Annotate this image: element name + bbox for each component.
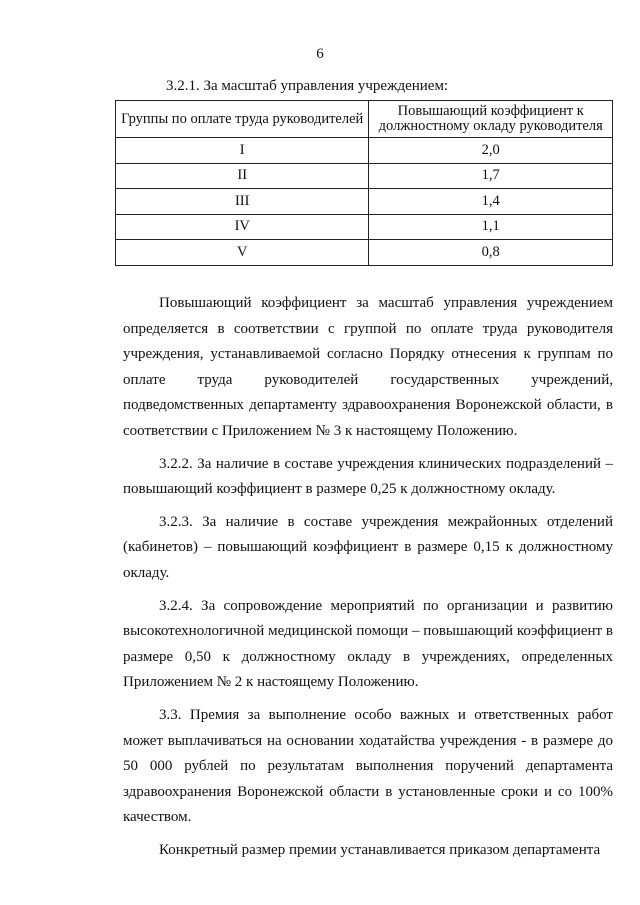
table-header xyxy=(116,101,613,138)
paragraph-3-2-4: 3.2.4. За сопровождение мероприятий по организации и развитию высокотехнологичной медицинской помощи – повышающий коэффициент в размере 0,50 к должностному окладу в учреждениях, определенных Приложением № 2 к настоящему Положению. xyxy=(123,597,613,691)
group-cell: II xyxy=(116,163,369,189)
page-number: 6 xyxy=(316,46,324,62)
table-row xyxy=(116,214,613,240)
paragraph-3-2-3: 3.2.3. За наличие в составе учреждения межрайонных отделений (кабинетов) – повышающий коэффициент в размере 0,15 к должностному окладу. xyxy=(123,513,613,581)
paragraph-3-2-2: 3.2.2. За наличие в составе учреждения клинических подразделений – повышающий коэффициент в размере 0,25 к должностному окладу. xyxy=(123,455,613,498)
coefficient-table xyxy=(115,100,613,266)
coefficient-cell: 1,7 xyxy=(369,163,613,189)
coefficient-cell: 0,8 xyxy=(369,240,613,266)
coefficient-cell: 1,1 xyxy=(369,214,613,240)
paragraph-3-3: 3.3. Премия за выполнение особо важных и ответственных работ может выплачиваться на основании ходатайства учреждения - в размере до 50 000 рублей по результатам выполнения поручений департамента здравоохранения Воронежской области в установленные сроки и со 100% качеством. xyxy=(123,706,613,826)
section-heading: 3.2.1. За масштаб управления учреждением: xyxy=(166,78,449,94)
table-row xyxy=(116,163,613,189)
coefficient-cell: 1,4 xyxy=(369,189,613,215)
table-row xyxy=(116,189,613,215)
table-body xyxy=(116,138,613,266)
coefficient-cell: 2,0 xyxy=(369,138,613,164)
table-row xyxy=(116,138,613,164)
column-header-group: Группы по оплате труда руководителей xyxy=(116,101,369,138)
column-header-coefficient: Повышающий коэффициент к должностному окладу руководителя xyxy=(369,101,613,138)
table-header-row xyxy=(116,101,613,138)
group-cell: V xyxy=(116,240,369,266)
paragraph-bonus-amount: Конкретный размер премии устанавливается приказом департамента xyxy=(159,841,601,858)
group-cell: I xyxy=(116,138,369,164)
group-cell: III xyxy=(116,189,369,215)
table-row xyxy=(116,240,613,266)
paragraph-coefficient-definition: Повышающий коэффициент за масштаб управления учреждением определяется в соответствии с группой по оплате труда руководителя учреждения, устанавливаемой согласно Порядку отнесения к группам по оплате труда руководителей государственных учреждений, подведомственных департаменту здравоохранения Воронежской области, в соответствии с Приложением № 3 к настоящему Положению. xyxy=(123,295,613,439)
body-text xyxy=(123,291,613,863)
group-cell: IV xyxy=(116,214,369,240)
